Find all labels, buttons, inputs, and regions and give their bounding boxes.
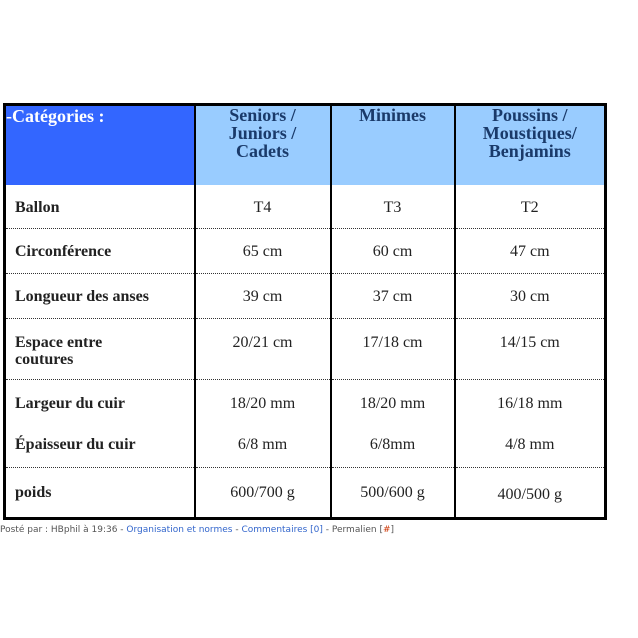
cell-value: 47 cm	[455, 229, 606, 274]
cell-value: T2	[455, 185, 606, 229]
cell-value: 20/21 cm	[195, 319, 331, 380]
comments-link[interactable]: Commentaires [0]	[241, 525, 323, 535]
cell-value: 16/18 mm	[455, 380, 606, 423]
table-row	[5, 185, 606, 229]
row-label-circonference: Circonférence	[5, 229, 195, 274]
table-row	[5, 380, 606, 423]
header-minimes: Minimes	[331, 105, 455, 185]
header-row	[5, 105, 606, 185]
cell-value: 600/700 g	[195, 468, 331, 519]
cell-value: 400/500 g	[455, 468, 606, 519]
header-categories: -Catégories :	[5, 105, 195, 185]
cell-value: 39 cm	[195, 274, 331, 319]
ball-spec-table	[3, 103, 607, 520]
cell-value: 37 cm	[331, 274, 455, 319]
spec-table-container	[3, 103, 607, 520]
row-label-largeur: Largeur du cuir	[5, 380, 195, 423]
cell-value: 6/8mm	[331, 423, 455, 468]
cell-value: 500/600 g	[331, 468, 455, 519]
header-poussins: Poussins / Moustiques/ Benjamins	[455, 105, 606, 185]
post-footer: Posté par : HBphil à 19:36 - Organisation et normes - Commentaires [0] - Permalien [#]	[0, 525, 395, 535]
cell-value: 30 cm	[455, 274, 606, 319]
row-label-ballon: Ballon	[5, 185, 195, 229]
cell-value: 4/8 mm	[455, 423, 606, 468]
table-row	[5, 229, 606, 274]
row-label-poids: poids	[5, 468, 195, 519]
cell-value: T3	[331, 185, 455, 229]
cell-value: T4	[195, 185, 331, 229]
cell-value: 17/18 cm	[331, 319, 455, 380]
cell-value: 60 cm	[331, 229, 455, 274]
cell-value: 14/15 cm	[455, 319, 606, 380]
table-row	[5, 423, 606, 468]
cell-value: 18/20 mm	[331, 380, 455, 423]
row-label-epaisseur: Épaisseur du cuir	[5, 423, 195, 468]
table-row	[5, 319, 606, 380]
table-row	[5, 274, 606, 319]
cell-value: 65 cm	[195, 229, 331, 274]
table-row	[5, 468, 606, 519]
row-label-longueur: Longueur des anses	[5, 274, 195, 319]
permalink-link[interactable]: #	[382, 525, 391, 535]
cell-value: 18/20 mm	[195, 380, 331, 423]
header-seniors: Seniors / Juniors / Cadets	[195, 105, 331, 185]
cell-value: 6/8 mm	[195, 423, 331, 468]
category-link[interactable]: Organisation et normes	[126, 525, 233, 535]
row-label-espace: Espace entre coutures	[5, 319, 195, 380]
